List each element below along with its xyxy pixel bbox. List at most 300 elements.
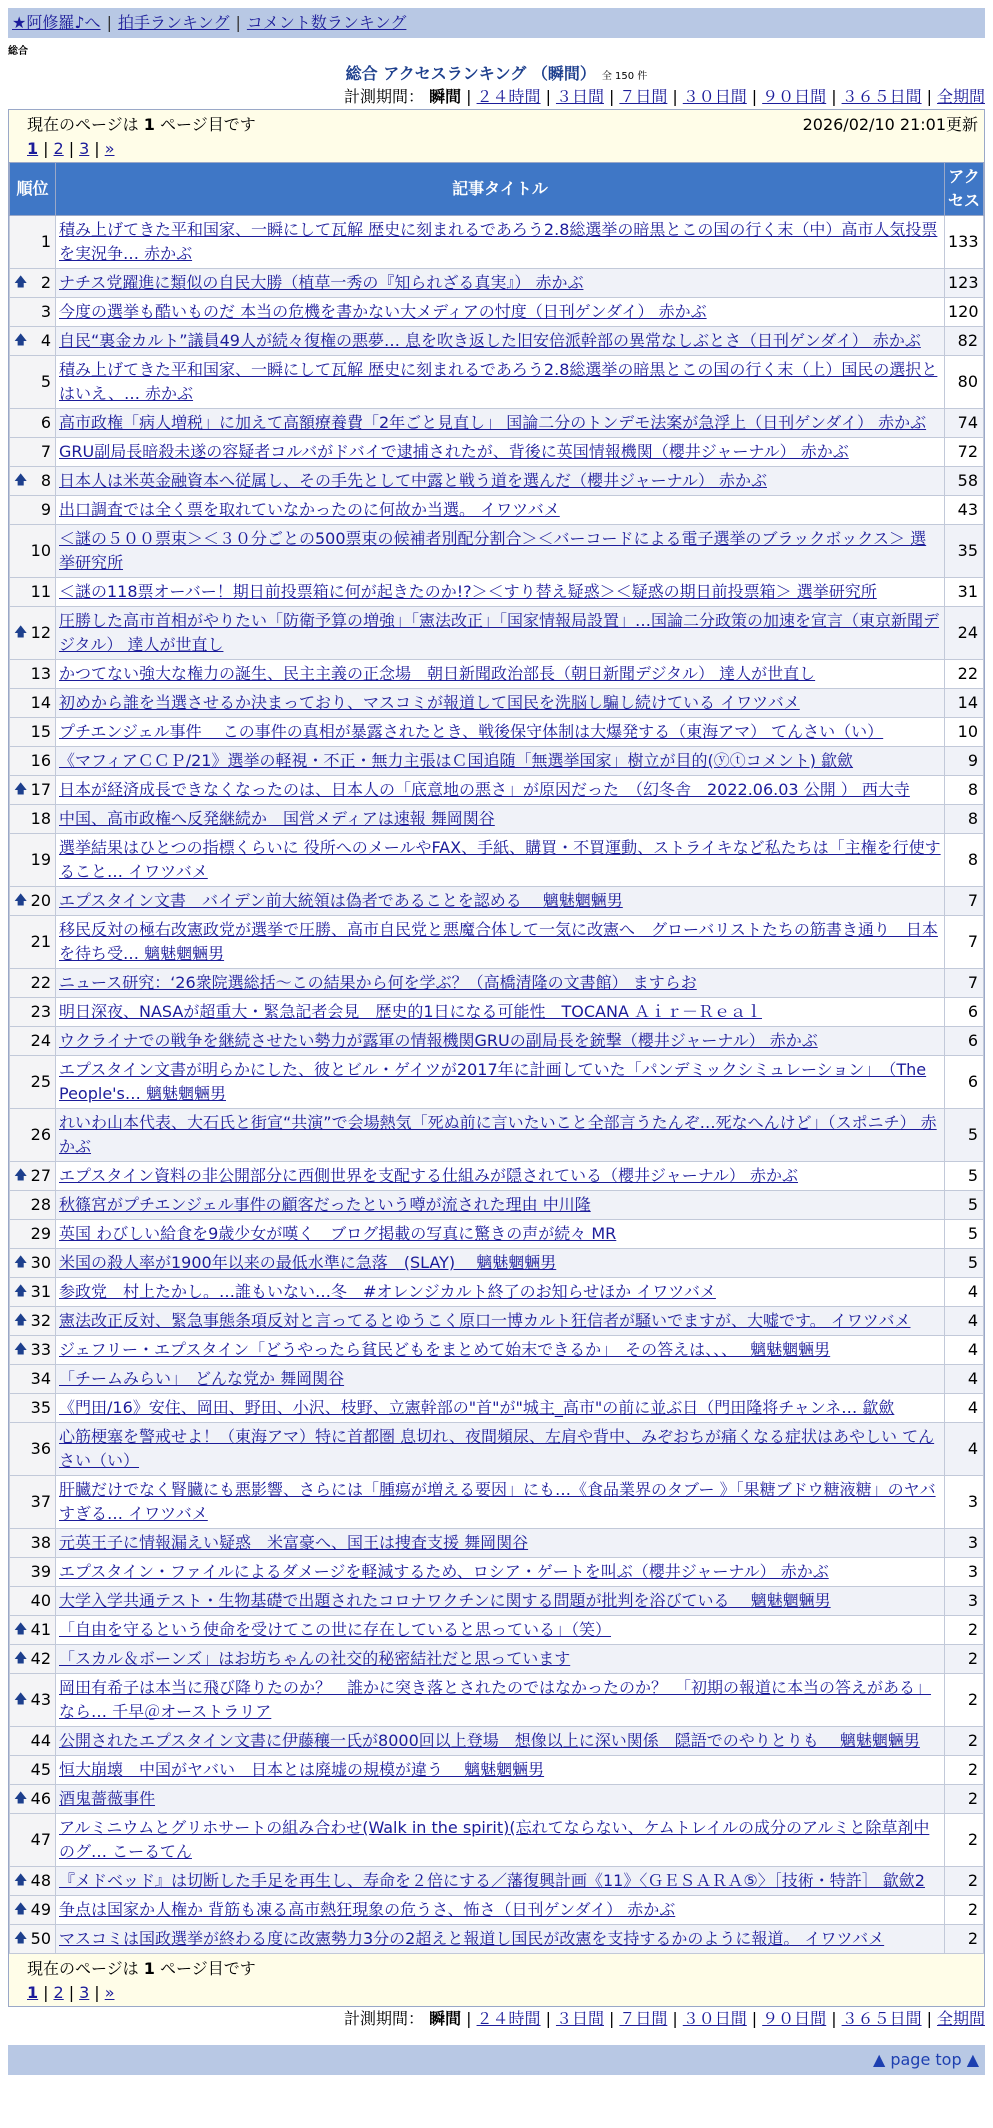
rank-cell (10, 467, 56, 496)
period-link-5[interactable]: ３６５日間 (841, 87, 922, 106)
rank-cell (10, 689, 56, 718)
period-separator: | (926, 87, 932, 106)
clap-ranking-link[interactable]: 拍手ランキング (117, 13, 230, 32)
rank-number: 40 (30, 1591, 51, 1610)
rank-number: 12 (30, 623, 51, 642)
article-title-link[interactable]: 肝臓だけでなく腎臓にも悪影響、さらには「腫瘍が増える要因」にも…《食品業界のタブー 》「果糖ブドウ糖液糖」のヤバすぎる… イワツバメ (59, 1480, 936, 1523)
access-count: 4 (945, 1365, 984, 1394)
rank-number: 27 (30, 1166, 51, 1185)
period-separator: | (831, 87, 837, 106)
article-title-link[interactable]: 今度の選挙も酷いものだ 本当の危機を書かない大メディアの忖度（日刊ゲンダイ） 赤かぶ (59, 302, 707, 321)
article-title-link[interactable]: 初めから誰を当選させるか決まっており、マスコミが報道して国民を洗脳し騙し続けている イワツバメ (59, 693, 800, 712)
article-title-link[interactable]: エプスタイン文書が明らかにした、彼とビル・ゲイツが2017年に計画していた「パンデミックシミュレーション」 （The People's… 魑魅魍魎男 (59, 1060, 927, 1103)
article-title-link[interactable]: かつてない強大な権力の誕生、民主主義の正念場 朝日新聞政治部長（朝日新聞デジタル） 達人が世直し (59, 664, 816, 683)
article-title-link[interactable]: 酒鬼薔薇事件 (59, 1789, 156, 1808)
top-nav-bar (8, 8, 985, 38)
rank-number: 37 (30, 1492, 51, 1511)
page-top-link[interactable]: ▲ page top ▲ (872, 2050, 979, 2069)
table-row (10, 1587, 984, 1616)
article-title-link[interactable]: 『メドベッド』は切断した手足を再生し、寿命を２倍にする／藩復興計画《11》〈ＧＥＳＡＲＡ⑤〉［技術・特許］ 歙歛2 (59, 1871, 925, 1890)
article-title-link[interactable]: 積み上げてきた平和国家、一瞬にして瓦解 歴史に刻まれるであろう2.8総選挙の暗黒とこの国の行く末（中）高市人気投票を実況争… 赤かぶ (59, 220, 938, 263)
access-count: 2 (945, 1645, 984, 1674)
article-title-link[interactable]: 高市政権「病人増税」に加えて高額療養費「2年ごと見直し」 国論二分のトンデモ法案が急浮上（日刊ゲンダイ） 赤かぶ (59, 413, 927, 432)
period-current: 瞬間 (429, 2009, 462, 2028)
access-count: 2 (945, 1727, 984, 1756)
article-title-link[interactable]: 「チームみらい」 どんな党か 舞岡関谷 (59, 1369, 345, 1388)
up-arrow-icon: 🡅 (14, 1692, 28, 1707)
title-cell (56, 660, 945, 689)
period-link-1[interactable]: ３日間 (555, 87, 604, 106)
rank-cell (10, 1191, 56, 1220)
access-count: 2 (945, 1756, 984, 1785)
rank-cell (10, 607, 56, 660)
period-link-6[interactable]: 全期間 (936, 87, 985, 106)
article-title-link[interactable]: 《門田/16》安住、岡田、野田、小沢、枝野、立憲幹部の"首"が"城主_高市"の前に並ぶ日（門田隆将チャンネ… 歙歛 (59, 1398, 895, 1417)
access-count: 3 (945, 1476, 984, 1529)
up-arrow-icon: 🡅 (14, 1168, 28, 1183)
article-title-link[interactable]: 岡田有希子は本当に飛び降りたのか？ 誰かに突き落とされたのではなかったのか？ 「初期の報道に本当の答えがある」なら… 千早＠オーストラリア (59, 1678, 932, 1721)
pager-next[interactable]: » (104, 1983, 115, 2002)
access-count: 4 (945, 1423, 984, 1476)
title-cell (56, 438, 945, 467)
access-count: 14 (945, 689, 984, 718)
rank-number: 30 (30, 1253, 51, 1272)
rank-cell (10, 1162, 56, 1191)
rank-cell (10, 1109, 56, 1162)
article-title-link[interactable]: 大学入学共通テスト・生物基礎で出題されたコロナワクチンに関する問題が批判を浴びている 魑魅魍魎男 (59, 1591, 831, 1610)
up-arrow-icon: 🡅 (14, 275, 28, 290)
table-row (10, 1278, 984, 1307)
period-separator: | (608, 2009, 615, 2028)
rank-number: 49 (30, 1900, 51, 1919)
title-cell (56, 1814, 945, 1867)
article-title-link[interactable]: 圧勝した高市首相がやりたい「防衛予算の増強」「憲法改正」「国家情報局設置」…国論二分政策の加速を宣言（東京新聞デジタル） 達人が世直し (59, 611, 940, 654)
title-cell (56, 998, 945, 1027)
article-title-link[interactable]: れいわ山本代表、大石氏と街宣“共演”で会場熱気「死ぬ前に言いたいこと全部言うたんぞ…死なへんけど」（スポニチ） 赤かぶ (59, 1113, 937, 1156)
title-cell (56, 1307, 945, 1336)
article-title-link[interactable]: 選挙結果はひとつの指標くらいに 役所へのメールやFAX、手紙、購買・不買運動、ストライキなど私たちは「主権を行使すること… イワツバメ (59, 838, 941, 881)
article-title-link[interactable]: 日本人は米英金融資本へ従属し、その手先として中露と戦う道を選んだ（櫻井ジャーナル） 赤かぶ (59, 471, 767, 490)
table-row (10, 1336, 984, 1365)
title-cell (56, 356, 945, 409)
rank-number: 8 (40, 471, 51, 490)
table-row (10, 1674, 984, 1727)
rank-number: 28 (30, 1195, 51, 1214)
rank-number: 5 (40, 372, 51, 391)
article-title-link[interactable]: エプスタイン文書 バイデン前大統領は偽者であることを認める 魑魅魍魎男 (59, 891, 623, 910)
footer-bar (8, 2045, 985, 2075)
article-title-link[interactable]: 中国、高市政権へ反発継続か 国営メディアは速報 舞岡関谷 (59, 809, 495, 828)
period-selector-top (8, 85, 985, 109)
article-title-link[interactable]: 明日深夜、NASAが超重大・緊急記者会見 歴史的1日になる可能性 TOCANA Ａｉｒ－Ｒｅａｌ (59, 1002, 762, 1021)
rank-cell (10, 1336, 56, 1365)
article-title-link[interactable]: 元英王子に情報漏えい疑惑 米富豪へ、国王は捜査支援 舞岡関谷 (59, 1533, 529, 1552)
period-link-3[interactable]: ３０日間 (682, 2009, 747, 2028)
title-cell (56, 1616, 945, 1645)
rank-number: 22 (30, 973, 51, 992)
article-title-link[interactable]: GRU副局長暗殺未遂の容疑者コルバがドバイで逮捕されたが、背後に英国情報機関（櫻井ジャーナル） 赤かぶ (59, 442, 849, 461)
title-cell (56, 1896, 945, 1925)
period-separator: | (466, 2009, 472, 2028)
rank-number: 7 (40, 442, 51, 461)
table-row (10, 747, 984, 776)
rank-number: 19 (30, 850, 51, 869)
page-info-bottom (9, 1954, 984, 2006)
table-row (10, 496, 984, 525)
rank-number: 24 (30, 1031, 51, 1050)
rank-number: 3 (40, 302, 51, 321)
rank-cell (10, 1674, 56, 1727)
table-row (10, 1616, 984, 1645)
table-row (10, 327, 984, 356)
table-row (10, 1727, 984, 1756)
table-row (10, 805, 984, 834)
up-arrow-icon: 🡅 (14, 782, 28, 797)
table-row (10, 578, 984, 607)
title-cell (56, 969, 945, 998)
period-separator: | (545, 87, 551, 106)
title-cell (56, 776, 945, 805)
table-row (10, 1109, 984, 1162)
pager-page-2[interactable]: 2 (53, 139, 64, 158)
rank-number: 38 (30, 1533, 51, 1552)
table-row (10, 1365, 984, 1394)
article-title-link[interactable]: 《マフィアＣＣＰ/21》選挙の軽視・不正・無力主張はＣ国追随「無選挙国家」樹立が目的(ⓨⓣコメント) 歙歛 (59, 751, 854, 770)
table-row (10, 916, 984, 969)
title-cell (56, 1027, 945, 1056)
rank-cell (10, 1896, 56, 1925)
rank-number: 29 (30, 1224, 51, 1243)
title-cell (56, 834, 945, 887)
access-count: 31 (945, 578, 984, 607)
rank-cell (10, 496, 56, 525)
rank-cell (10, 1056, 56, 1109)
article-title-link[interactable]: ナチス党躍進に類似の自民大勝（植草一秀の『知られざる真実』） 赤かぶ (59, 273, 584, 292)
title-cell (56, 1423, 945, 1476)
title-cell (56, 1220, 945, 1249)
table-row (10, 1056, 984, 1109)
period-separator: | (545, 2009, 551, 2028)
table-row (10, 1220, 984, 1249)
period-link-0[interactable]: ２４時間 (476, 87, 541, 106)
title-cell (56, 269, 945, 298)
current-page-number: 1 (143, 1959, 155, 1978)
rank-number: 33 (30, 1340, 51, 1359)
comment-ranking-link[interactable]: コメント数ランキング (246, 13, 407, 32)
access-count: 43 (945, 496, 984, 525)
rank-number: 1 (40, 232, 51, 251)
access-count: 133 (945, 216, 984, 269)
title-cell (56, 496, 945, 525)
article-title-link[interactable]: 争点は国家か人権か 背筋も凍る高市熱狂現象の危うさ、怖さ（日刊ゲンダイ） 赤かぶ (59, 1900, 676, 1919)
title-cell (56, 327, 945, 356)
article-title-link[interactable]: エプスタイン・ファイルによるダメージを軽減するため、ロシア・ゲートを叫ぶ（櫻井ジャーナル） 赤かぶ (59, 1562, 829, 1581)
access-count: 2 (945, 1616, 984, 1645)
title-cell (56, 1867, 945, 1896)
rank-cell (10, 1587, 56, 1616)
rank-cell (10, 1027, 56, 1056)
access-count: 8 (945, 834, 984, 887)
access-count: 6 (945, 998, 984, 1027)
rank-number: 46 (30, 1789, 51, 1808)
period-separator: | (926, 2009, 932, 2028)
rank-cell (10, 1867, 56, 1896)
rank-cell (10, 1727, 56, 1756)
pager (27, 1981, 978, 2005)
title-cell (56, 1756, 945, 1785)
rank-cell (10, 1529, 56, 1558)
access-count: 7 (945, 916, 984, 969)
table-row (10, 298, 984, 327)
rank-cell (10, 1814, 56, 1867)
access-count: 2 (945, 1785, 984, 1814)
up-arrow-icon: 🡅 (14, 1651, 28, 1666)
period-separator: | (466, 87, 472, 106)
pager-separator: | (43, 1983, 49, 2002)
pager-page-current[interactable]: 1 (27, 1983, 39, 2002)
article-title-link[interactable]: 米国の殺人率が1900年以来の最低水準に急落 (SLAY) 魑魅魍魎男 (59, 1253, 557, 1272)
access-count: 123 (945, 269, 984, 298)
article-title-link[interactable]: ＜謎の118票オーバー！期日前投票箱に何が起きたのか!?＞＜すり替え疑惑＞＜疑惑の期日前投票箱＞ 選挙研究所 (59, 582, 877, 601)
ranking-title: 総合 アクセスランキング （瞬間） (345, 64, 596, 83)
pager-page-current[interactable]: 1 (27, 139, 39, 158)
rank-cell (10, 1307, 56, 1336)
table-row (10, 269, 984, 298)
table-row (10, 1476, 984, 1529)
table-row (10, 1896, 984, 1925)
nav-separator: | (235, 13, 241, 32)
updated-timestamp: 2026/02/10 21:01更新 (802, 115, 978, 134)
current-page-number: 1 (143, 115, 155, 134)
up-arrow-icon: 🡅 (14, 1284, 28, 1299)
access-count: 7 (945, 969, 984, 998)
article-title-link[interactable]: マスコミは国政選挙が終わる度に改憲勢力3分の2超えと報道し国民が改憲を支持するかのように報道。 イワツバメ (59, 1929, 885, 1948)
table-row (10, 1394, 984, 1423)
title-cell (56, 1109, 945, 1162)
table-row (10, 1645, 984, 1674)
period-link-3[interactable]: ３０日間 (682, 87, 747, 106)
rank-number: 18 (30, 809, 51, 828)
article-title-link[interactable]: 英国 わびしい給食を9歳少女が嘆く ブログ掲載の写真に驚きの声が続々 MR (59, 1224, 617, 1243)
title-cell (56, 578, 945, 607)
rank-number: 44 (30, 1731, 51, 1750)
access-count: 9 (945, 747, 984, 776)
rank-cell (10, 998, 56, 1027)
article-title-link[interactable]: 憲法改正反対、緊急事態条項反対と言ってるとゆうこく原口一博カルト狂信者が騒いでますが、大嘘です。 イワツバメ (59, 1311, 911, 1330)
category-label: 総合 (8, 46, 28, 57)
rank-number: 26 (30, 1125, 51, 1144)
access-count: 22 (945, 660, 984, 689)
rank-cell (10, 1645, 56, 1674)
article-title-link[interactable]: 「スカル＆ボーンズ」はお坊ちゃんの社交的秘密結社だと思っています (59, 1649, 571, 1668)
period-link-2[interactable]: ７日間 (619, 2009, 668, 2028)
access-count: 5 (945, 1109, 984, 1162)
period-link-4[interactable]: ９０日間 (762, 2009, 827, 2028)
up-arrow-icon: 🡅 (14, 1791, 28, 1806)
title-cell (56, 1645, 945, 1674)
period-current: 瞬間 (429, 87, 462, 106)
rank-number: 50 (30, 1929, 51, 1948)
access-count: 120 (945, 298, 984, 327)
period-label: 計測期間： (344, 2009, 430, 2028)
rank-cell (10, 1785, 56, 1814)
title-cell (56, 1529, 945, 1558)
access-count: 10 (945, 718, 984, 747)
rank-cell (10, 887, 56, 916)
table-row (10, 1529, 984, 1558)
article-title-link[interactable]: 出口調査では全く票を取れていなかったのに何故か当選。 イワツバメ (59, 500, 560, 519)
title-cell (56, 1558, 945, 1587)
access-count: 24 (945, 607, 984, 660)
rank-number: 23 (30, 1002, 51, 1021)
period-link-1[interactable]: ３日間 (555, 2009, 604, 2028)
article-title-link[interactable]: ウクライナでの戦争を継続させたい勢力が露軍の情報機関GRUの副局長を銃撃（櫻井ジャーナル） 赤かぶ (59, 1031, 818, 1050)
title-cell (56, 1587, 945, 1616)
up-arrow-icon: 🡅 (14, 1342, 28, 1357)
period-link-6[interactable]: 全期間 (936, 2009, 985, 2028)
table-header-row (10, 163, 984, 216)
article-title-link[interactable]: 公開されたエプスタイン文書に伊藤穰一氏が8000回以上登場 想像以上に深い関係 隠語でのやりとりも 魑魅魍魎男 (59, 1731, 920, 1750)
rank-number: 14 (30, 693, 51, 712)
article-title-link[interactable]: 「自由を守るという使命を受けてこの世に存在していると思っている」（笑） (59, 1620, 612, 1639)
up-arrow-icon: 🡅 (14, 333, 28, 348)
article-title-link[interactable]: 移民反対の極右改憲政党が選挙で圧勝、高市自民党と悪魔合体して一気に改憲へ グローバリストたちの筋書き通り 日本を待ち受… 魑魅魍魎男 (59, 920, 938, 963)
rank-cell (10, 578, 56, 607)
title-cell (56, 1674, 945, 1727)
access-count: 2 (945, 1925, 984, 1954)
ranking-box (8, 109, 985, 2007)
title-cell (56, 1925, 945, 1954)
rank-cell (10, 269, 56, 298)
article-title-link[interactable]: エプスタイン資料の非公開部分に西側世界を支配する仕組みが隠されている（櫻井ジャーナル） 赤かぶ (59, 1166, 799, 1185)
title-cell (56, 1394, 945, 1423)
title-cell (56, 1278, 945, 1307)
access-count: 35 (945, 525, 984, 578)
table-row (10, 1925, 984, 1954)
article-title-link[interactable]: アルミニウムとグリホサートの組み合わせ(Walk in the spirit)(忘れてならない、ケムトレイルの成分のアルミと除草剤中のグ… こーるてん (59, 1818, 930, 1861)
table-row (10, 660, 984, 689)
table-row (10, 834, 984, 887)
current-page-text: 現在のページは 1 ページ目です (27, 1959, 256, 1978)
article-title-link[interactable]: ニュース研究：‘26衆院選総括～この結果から何を学ぶ？（高橋清隆の文書館） ますらお (59, 973, 697, 992)
rank-number: 6 (40, 413, 51, 432)
period-selector-bottom (8, 2007, 985, 2031)
title-cell (56, 689, 945, 718)
rank-number: 32 (30, 1311, 51, 1330)
rank-cell (10, 834, 56, 887)
rank-cell (10, 1925, 56, 1954)
access-count: 7 (945, 887, 984, 916)
pager-page-2[interactable]: 2 (53, 1983, 64, 2002)
title-cell (56, 1056, 945, 1109)
rank-number: 17 (30, 780, 51, 799)
access-count: 5 (945, 1249, 984, 1278)
rank-number: 4 (40, 331, 51, 350)
period-link-2[interactable]: ７日間 (619, 87, 668, 106)
up-arrow-icon: 🡅 (14, 473, 28, 488)
table-row (10, 1867, 984, 1896)
rank-number: 45 (30, 1760, 51, 1779)
article-title-link[interactable]: 秋篠宮がプチエンジェル事件の顧客だったという噂が流された理由 中川隆 (59, 1195, 591, 1214)
pager-next[interactable]: » (104, 139, 115, 158)
article-title-link[interactable]: 心筋梗塞を警戒せよ！（東海アマ）特に首都圏 息切れ、夜間頻尿、左肩や背中、みぞおちが痛くなる症状はあやしい てんさい（い） (59, 1427, 935, 1470)
rank-cell (10, 776, 56, 805)
access-count: 3 (945, 1558, 984, 1587)
pager-page-3[interactable]: 3 (79, 139, 90, 158)
rank-cell (10, 409, 56, 438)
pager (27, 137, 978, 161)
table-row (10, 1756, 984, 1785)
period-separator: | (672, 2009, 678, 2028)
rank-cell (10, 298, 56, 327)
table-row (10, 409, 984, 438)
rank-number: 9 (40, 500, 51, 519)
table-row (10, 718, 984, 747)
ranking-table (9, 162, 984, 1954)
title-cell (56, 1336, 945, 1365)
table-row (10, 356, 984, 409)
rank-number: 20 (30, 891, 51, 910)
table-row (10, 1558, 984, 1587)
table-row (10, 1785, 984, 1814)
title-cell (56, 718, 945, 747)
rank-cell (10, 216, 56, 269)
period-separator: | (672, 87, 678, 106)
rank-number: 42 (30, 1649, 51, 1668)
rank-number: 10 (30, 541, 51, 560)
article-title-link[interactable]: 参政党 村上たかし。…誰もいない…冬 #オレンジカルト終了のお知らせほか イワツバメ (59, 1282, 716, 1301)
article-title-link[interactable]: ＜謎の５００票束＞＜３０分ごとの500票束の候補者別配分割合＞＜バーコードによる電子選挙のブラックボックス＞ 選挙研究所 (59, 529, 927, 572)
table-row (10, 216, 984, 269)
title-cell (56, 607, 945, 660)
pager-page-3[interactable]: 3 (79, 1983, 90, 2002)
access-count: 4 (945, 1278, 984, 1307)
article-title-link[interactable]: 積み上げてきた平和国家、一瞬にして瓦解 歴史に刻まれるであろう2.8総選挙の暗黒とこの国の行く末（上）国民の選択とはいえ、… 赤かぶ (59, 360, 938, 403)
article-title-link[interactable]: ジェフリー・エプスタイン「どうやったら貧民どもをまとめて始末できるか」 その答えは、、、 魑魅魍魎男 (59, 1340, 831, 1359)
rank-number: 39 (30, 1562, 51, 1581)
rank-cell (10, 1249, 56, 1278)
title-cell (56, 1249, 945, 1278)
ranking-title-row (8, 63, 985, 85)
rank-cell (10, 916, 56, 969)
title-cell (56, 1365, 945, 1394)
article-title-link[interactable]: プチエンジェル事件 この事件の真相が暴露されたとき、戦後保守体制は大爆発する（東海アマ） てんさい（い） (59, 722, 884, 741)
period-separator: | (751, 2009, 758, 2028)
nav-separator: | (106, 13, 112, 32)
total-count: 全 150 件 (601, 71, 648, 82)
table-row (10, 887, 984, 916)
up-arrow-icon: 🡅 (14, 893, 28, 908)
period-link-0[interactable]: ２４時間 (476, 2009, 541, 2028)
rank-cell (10, 805, 56, 834)
article-title-link[interactable]: 恒大崩壊 中国がヤバい 日本とは廃墟の規模が違う 魑魅魍魎男 (59, 1760, 545, 1779)
period-link-5[interactable]: ３６５日間 (841, 2009, 922, 2028)
access-count: 80 (945, 356, 984, 409)
access-count: 2 (945, 1674, 984, 1727)
period-link-4[interactable]: ９０日間 (762, 87, 827, 106)
table-row (10, 438, 984, 467)
access-count: 8 (945, 805, 984, 834)
period-label: 計測期間： (344, 87, 430, 106)
article-title-link[interactable]: 自民“裏金カルト”議員49人が続々復権の悪夢… 息を吹き返した旧安倍派幹部の異常なしぶとさ（日刊ゲンダイ） 赤かぶ (59, 331, 921, 350)
article-title-link[interactable]: 日本が経済成長できなくなったのは、日本人の「底意地の悪さ」が原因だった （幻冬舎 2022.06.03 公開 ） 西大寺 (59, 780, 910, 799)
home-link[interactable]: ★阿修羅♪へ (12, 13, 101, 32)
up-arrow-icon: 🡅 (14, 1313, 28, 1328)
table-row (10, 1162, 984, 1191)
title-cell (56, 1162, 945, 1191)
access-count: 72 (945, 438, 984, 467)
rank-cell (10, 1423, 56, 1476)
